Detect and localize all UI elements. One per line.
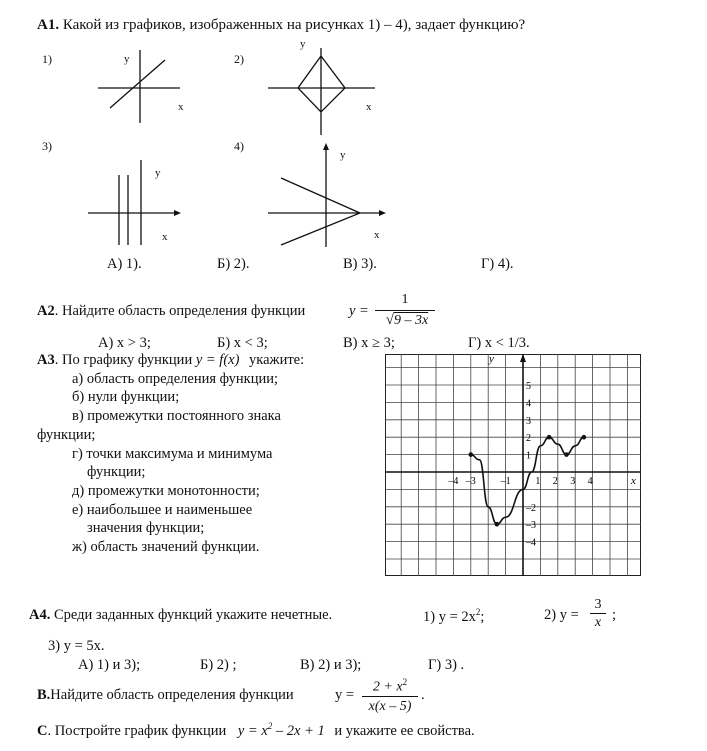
- a4-number: А4.: [29, 607, 51, 623]
- a1-g2-x-label: x: [366, 101, 372, 113]
- a1-option-a: А) 1).: [107, 256, 142, 272]
- a2-fraction: $\frac{1}{√9 - 3x}$: [375, 292, 435, 330]
- b-question-text: Найдите область определения функции: [50, 687, 294, 703]
- a2-y-eq: y =: [349, 303, 369, 319]
- b-question: [37, 687, 294, 704]
- a4-option-c: В) 2) и 3);: [300, 657, 362, 673]
- x-tick-label: 3: [570, 476, 576, 487]
- curve-point: [495, 522, 500, 527]
- c-question-text: . Постройте график функции: [47, 722, 227, 739]
- y-axis-arrow: [520, 354, 526, 362]
- y-axis-label: y: [489, 353, 494, 365]
- b-end: .: [421, 687, 425, 703]
- a3-intro: . По графику функции: [54, 352, 193, 368]
- a1-option-c: В) 3).: [343, 256, 377, 272]
- curve-point: [582, 435, 587, 440]
- y-tick-label: 5: [526, 381, 531, 392]
- a1-graph1-label: 1): [42, 52, 52, 66]
- c-formula: $y = x^2 - 2x + 1$: [237, 721, 325, 739]
- a4-function-2-fraction: $\frac{3}{x}$: [590, 597, 606, 631]
- x-axis-label: x: [631, 475, 636, 487]
- curve-point: [564, 452, 569, 457]
- a3-item-f: е) наибольшее и наименьшее: [72, 502, 253, 518]
- y-tick-label: 4: [526, 398, 531, 410]
- curve-point: [547, 435, 552, 440]
- c-question: [37, 721, 475, 740]
- a2-question-text: . Найдите область определения функции: [54, 303, 306, 319]
- a3-item-d-cont: функции;: [87, 464, 146, 480]
- c-number: С: [37, 722, 48, 739]
- a1-g1-y-label: y: [124, 53, 130, 65]
- y-tick-label: –2: [526, 502, 536, 514]
- a3-item-g: ж) область значений функции.: [72, 539, 260, 555]
- a1-g4-x-label: x: [374, 229, 380, 241]
- a2-option-d: Г) x < 1/3.: [468, 335, 530, 351]
- x-tick-label: 1: [535, 476, 541, 487]
- a1-graph3-label: 3): [42, 139, 52, 153]
- b-fraction: $\frac{2 + x^2}{x(x - 5)}$: [362, 674, 418, 716]
- a1-option-d: Г) 4).: [481, 256, 514, 272]
- a4-question: [29, 607, 332, 624]
- a3-number: А3: [37, 352, 55, 368]
- a1-g1-x-label: x: [178, 101, 184, 113]
- a2-number: А2: [37, 303, 55, 319]
- a3-question: [37, 352, 304, 369]
- a3-item-e: д) промежутки монотонности;: [72, 483, 260, 499]
- a4-option-a: А) 1) и 3);: [78, 657, 141, 673]
- a4-option-b: Б) 2) ;: [200, 657, 237, 673]
- a3-chart: [385, 354, 641, 576]
- a2-question: [37, 303, 305, 320]
- x-tick-label: –3: [465, 476, 476, 487]
- a4-function-2-end: ;: [612, 607, 617, 623]
- curve-point: [469, 452, 474, 457]
- a1-g3-x-label: x: [162, 231, 168, 243]
- a3-intro-end: укажите:: [249, 352, 305, 368]
- a3-item-d: г) точки максимума и минимума: [72, 446, 273, 462]
- a4-option-d: Г) 3) .: [428, 657, 465, 673]
- a2-option-c: В) x ≥ 3;: [343, 335, 395, 351]
- y-tick-label: –3: [526, 520, 536, 532]
- y-tick-label: –4: [526, 537, 536, 549]
- a1-number: А1.: [37, 17, 60, 33]
- a3-item-a: а) область определения функции;: [72, 371, 279, 387]
- a3-func: y = f(x): [195, 352, 240, 368]
- x-tick-label: 4: [587, 476, 593, 487]
- x-tick-label: 2: [552, 476, 558, 487]
- x-tick-label: –4: [448, 476, 459, 487]
- a3-item-c-cont: функции;: [37, 427, 96, 443]
- a4-function-2: 2) y =: [544, 607, 579, 623]
- b-number: В.: [37, 687, 51, 703]
- a2-option-b: Б) x < 3;: [217, 335, 268, 351]
- a1-graph4-label: 4): [234, 139, 244, 153]
- a1-g3-y-label: y: [155, 167, 161, 179]
- b-y-eq: y =: [335, 687, 355, 703]
- a2-numerator: 1: [401, 292, 409, 307]
- a1-g2-y-label: y: [300, 38, 306, 50]
- a3-item-c: в) промежутки постоянного знака: [72, 408, 281, 424]
- c-tail: и укажите ее свойства.: [334, 722, 475, 739]
- a1-option-b: Б) 2).: [217, 256, 250, 272]
- a4-function-1: 1) $y = 2x^2$;: [423, 607, 485, 625]
- a2-option-a: А) x > 3;: [98, 335, 151, 351]
- a1-g4-y-label: y: [340, 149, 346, 161]
- a3-item-b: б) нули функции;: [72, 389, 180, 405]
- y-tick-label: 1: [526, 450, 531, 462]
- a1-question-text: Какой из графиков, изображенных на рисунках 1) – 4), задает функцию?: [62, 17, 526, 33]
- x-tick-label: –1: [500, 476, 511, 487]
- a4-function-3: 3) y = 5x.: [48, 638, 105, 654]
- a4-question-text: Среди заданных функций укажите нечетные.: [53, 607, 333, 623]
- y-tick-label: 2: [526, 433, 531, 445]
- a1-graph2-label: 2): [234, 52, 244, 66]
- y-tick-label: 3: [526, 415, 531, 427]
- a2-denominator: 9 – 3x: [394, 313, 429, 328]
- chart-frame: [386, 355, 641, 576]
- a3-item-f-cont: значения функции;: [87, 520, 205, 536]
